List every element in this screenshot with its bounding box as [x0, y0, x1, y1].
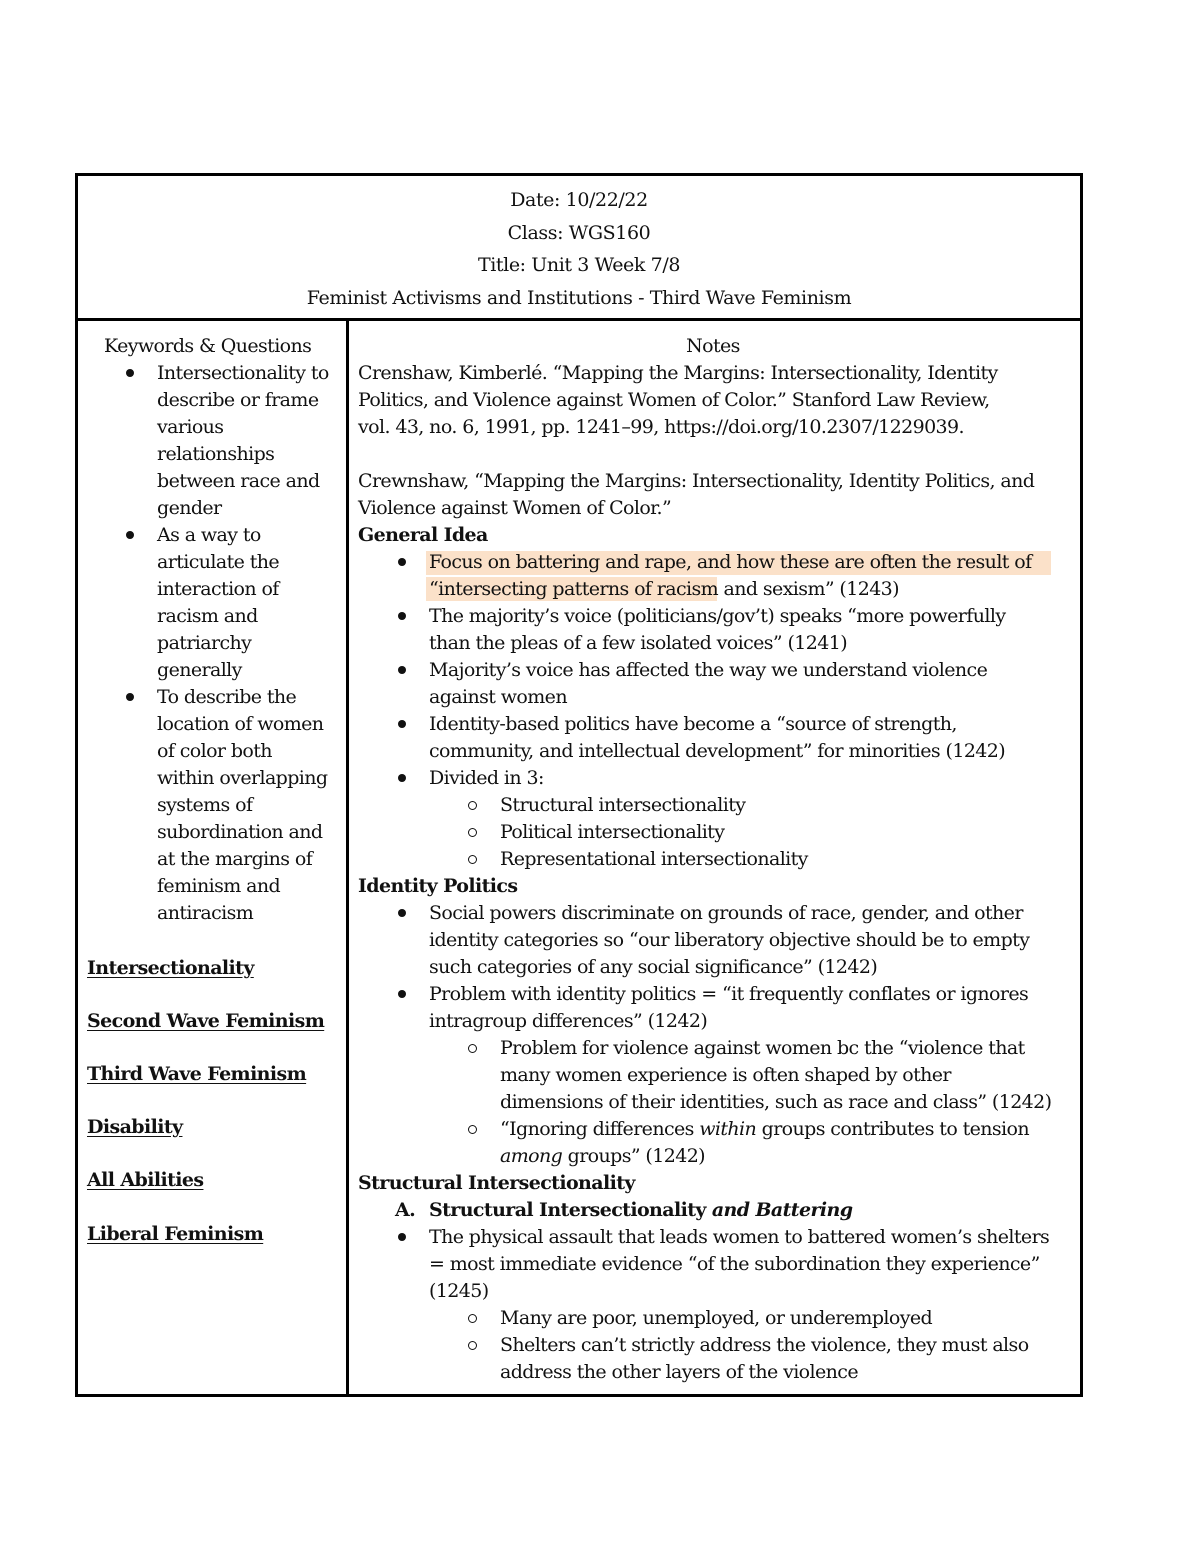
- general-idea-heading: General Idea: [358, 524, 488, 546]
- sub-bullet-line: address the other layers of the violence: [500, 1361, 858, 1383]
- sub-bullet-line: Political intersectionality: [500, 821, 725, 843]
- bullet-icon: [126, 531, 134, 539]
- structural-line: (1245): [429, 1280, 489, 1302]
- sub-heading: [429, 1197, 852, 1223]
- emphasis-battering: and Battering: [711, 1199, 853, 1221]
- header-block: [78, 176, 1080, 321]
- left-bullet-line: location of women: [157, 713, 324, 735]
- bullet-icon: [398, 720, 406, 728]
- citation-line: Crenshaw, Kimberlé. “Mapping the Margins: Intersectionality, Identity: [358, 362, 998, 384]
- bullet-icon: [398, 909, 406, 917]
- general-idea-line: Majority’s voice has affected the way we understand violence: [429, 659, 988, 681]
- bullet-icon: [398, 774, 406, 782]
- general-idea-line: Focus on battering and rape, and how these are often the result of: [429, 551, 1032, 573]
- sub-bullet-line: Representational intersectionality: [500, 848, 808, 870]
- left-bullet-line: of color both: [157, 740, 272, 762]
- sub-bullet-line: dimensions of their identities, such as race and class” (1242): [500, 1091, 1052, 1113]
- general-idea-line: community, and intellectual development” for minorities (1242): [429, 740, 1006, 762]
- left-bullet-line: Intersectionality to: [157, 362, 329, 384]
- left-bullet-line: To describe the: [157, 686, 297, 708]
- sub-bullet-line: Problem for violence against women bc the “violence that: [500, 1037, 1025, 1059]
- left-bullet-line: between race and: [157, 470, 320, 492]
- general-idea-line: Divided in 3:: [429, 767, 544, 789]
- sub-bullet-icon: [468, 1044, 477, 1053]
- sub-bullet-icon: [468, 828, 477, 837]
- keyword-liberal-feminism: Liberal Feminism: [87, 1223, 264, 1245]
- title-line: Title: Unit 3 Week 7/8: [477, 254, 681, 276]
- left-bullet-line: various: [157, 416, 224, 438]
- keyword-disability: Disability: [87, 1116, 183, 1138]
- left-bullet-line: within overlapping: [157, 767, 328, 789]
- emphasis-within: within: [699, 1118, 757, 1140]
- text-run: Structural Intersectionality: [429, 1199, 712, 1221]
- general-idea-line: than the pleas of a few isolated voices” (1241): [429, 632, 848, 654]
- structural-heading: Structural Intersectionality: [358, 1172, 635, 1194]
- left-bullet-line: gender: [157, 497, 222, 519]
- left-bullet-line: describe or frame: [157, 389, 319, 411]
- notes-heading: Notes: [686, 335, 740, 357]
- general-idea-line: The majority’s voice (politicians/gov’t) speaks “more powerfully: [429, 605, 1006, 627]
- short-citation-line: Violence against Women of Color.”: [358, 497, 672, 519]
- text-run: groups contributes to tension: [756, 1118, 1030, 1140]
- sub-bullet-icon: [468, 1341, 477, 1350]
- text-run: groups” (1242): [562, 1145, 705, 1167]
- bullet-icon: [398, 666, 406, 674]
- structural-line: The physical assault that leads women to battered women’s shelters: [429, 1226, 1050, 1248]
- general-idea-line: “intersecting patterns of racism and sexism” (1243): [429, 578, 899, 600]
- sub-bullet-icon: [468, 801, 477, 810]
- short-citation-line: Crewnshaw, “Mapping the Margins: Intersectionality, Identity Politics, and: [358, 470, 1035, 492]
- subtitle-line: Feminist Activisms and Institutions - Third Wave Feminism: [306, 287, 852, 309]
- date-line: Date: 10/22/22: [510, 189, 648, 211]
- left-bullet-line: articulate the: [157, 551, 280, 573]
- identity-politics-line: Problem with identity politics = “it frequently conflates or ignores: [429, 983, 1029, 1005]
- general-idea-line: against women: [429, 686, 567, 708]
- notes-sheet: [75, 173, 1083, 1397]
- text-run: “Ignoring differences: [500, 1118, 700, 1140]
- general-idea-line: Identity-based politics have become a “source of strength,: [429, 713, 957, 735]
- sub-bullet-icon: [468, 855, 477, 864]
- sub-heading-letter: A.: [395, 1199, 416, 1221]
- identity-politics-line: such categories of any social significance” (1242): [429, 956, 878, 978]
- structural-line: = most immediate evidence “of the subordination they experience”: [429, 1253, 1040, 1275]
- keyword-second-wave-feminism: Second Wave Feminism: [87, 1010, 325, 1032]
- left-bullet-line: As a way to: [157, 524, 261, 546]
- left-bullet-line: subordination and: [157, 821, 323, 843]
- sub-bullet-line: Shelters can’t strictly address the violence, they must also: [500, 1334, 1029, 1356]
- emphasis-among: among: [500, 1145, 563, 1167]
- sub-bullet-line: Structural intersectionality: [500, 794, 746, 816]
- keyword-third-wave-feminism: Third Wave Feminism: [87, 1063, 307, 1085]
- sub-bullet-line: many women experience is often shaped by other: [500, 1064, 951, 1086]
- left-bullet-line: generally: [157, 659, 242, 681]
- left-bullet-line: relationships: [157, 443, 275, 465]
- citation-line: Politics, and Violence against Women of Color.” Stanford Law Review,: [358, 389, 990, 411]
- bullet-icon: [398, 612, 406, 620]
- bullet-icon: [126, 369, 134, 377]
- left-bullet-line: at the margins of: [157, 848, 313, 870]
- keywords-heading: Keywords & Questions: [104, 335, 312, 357]
- bullet-icon: [126, 693, 134, 701]
- left-bullet-line: interaction of: [157, 578, 279, 600]
- sub-bullet-icon: [468, 1314, 477, 1323]
- identity-politics-line: identity categories so “our liberatory objective should be to empty: [429, 929, 1030, 951]
- sub-bullet-line: [500, 1143, 705, 1169]
- bullet-icon: [398, 990, 406, 998]
- sub-bullet-line: Many are poor, unemployed, or underemployed: [500, 1307, 933, 1329]
- keyword-intersectionality: Intersectionality: [87, 957, 254, 979]
- notes-column: [349, 321, 1080, 1394]
- sub-bullet-icon: [468, 1125, 477, 1134]
- sub-bullet-line: [500, 1116, 1029, 1142]
- identity-politics-heading: Identity Politics: [358, 875, 518, 897]
- keywords-column: [78, 321, 349, 1394]
- keyword-all-abilities: All Abilities: [87, 1169, 204, 1191]
- citation-line: vol. 43, no. 6, 1991, pp. 1241–99, https://doi.org/10.2307/1229039.: [358, 416, 964, 438]
- bullet-icon: [398, 1233, 406, 1241]
- identity-politics-line: Social powers discriminate on grounds of race, gender, and other: [429, 902, 1023, 924]
- bullet-icon: [398, 558, 406, 566]
- class-line: Class: WGS160: [507, 222, 651, 244]
- left-bullet-line: racism and: [157, 605, 258, 627]
- left-bullet-line: antiracism: [157, 902, 254, 924]
- left-bullet-line: patriarchy: [157, 632, 252, 654]
- left-bullet-line: feminism and: [157, 875, 281, 897]
- identity-politics-line: intragroup differences” (1242): [429, 1010, 708, 1032]
- left-bullet-line: systems of: [157, 794, 253, 816]
